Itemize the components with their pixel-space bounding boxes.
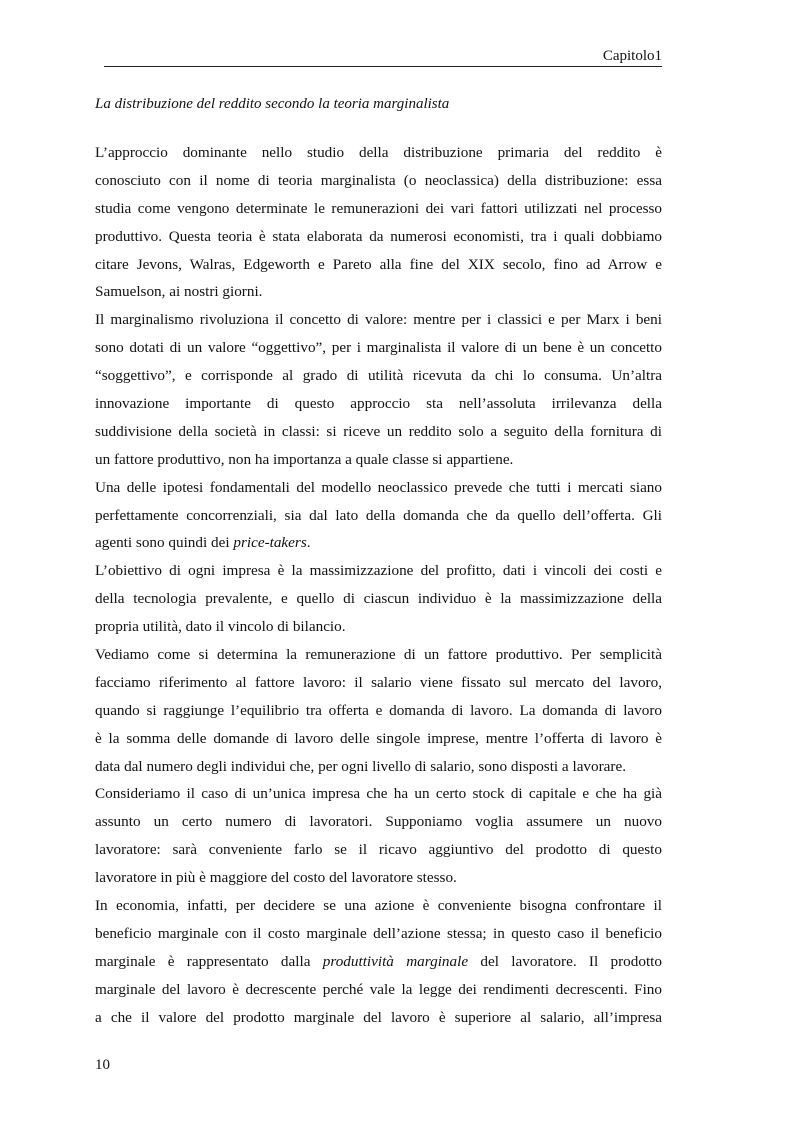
body-text (95, 139, 662, 1032)
text-segment: assunto un certo numero di lavoratori. Supponiamo voglia assumere un nuovo (95, 813, 662, 831)
text-segment: agenti sono quindi dei (95, 534, 234, 552)
page-number: 10 (95, 1057, 110, 1073)
text-line (95, 195, 662, 223)
text-line (95, 474, 662, 502)
text-segment: facciamo riferimento al fattore lavoro: il salario viene fissato sul mercato del lavoro, (95, 673, 662, 691)
text-line (95, 697, 662, 725)
text-line (95, 362, 662, 390)
text-line (95, 780, 662, 808)
text-segment: L’obiettivo di ogni impresa è la massimizzazione del profitto, dati i vincoli dei costi e (95, 562, 662, 580)
text-line (95, 808, 662, 836)
text-segment: Una delle ipotesi fondamentali del modello neoclassico prevede che tutti i mercati siano (95, 478, 662, 496)
text-segment: data dal numero degli individui che, per ogni livello di salario, sono disposti a lavorare. (95, 757, 627, 775)
chapter-label: Capitolo1 (602, 48, 662, 64)
text-segment: Consideriamo il caso di un’unica impresa che ha un certo stock di capitale e che ha già (95, 785, 662, 803)
text-line (95, 641, 662, 669)
text-line (95, 306, 662, 334)
text-segment: studia come vengono determinate le remunerazioni dei vari fattori utilizzati nel processo (95, 199, 662, 217)
text-segment: marginale del lavoro è decrescente perché vale la legge dei rendimenti decrescenti. Fino (95, 980, 662, 998)
text-segment: perfettamente concorrenziali, sia dal lato della domanda che da quello dell’offerta. Gli (95, 506, 662, 524)
text-segment: marginale è rappresentato dalla (95, 952, 323, 970)
text-line (95, 892, 662, 920)
text-segment: beneficio marginale con il costo marginale dell’azione stessa; in questo caso il beneficio (95, 924, 662, 942)
text-line (95, 502, 662, 530)
text-line (95, 139, 662, 167)
text-segment: quando si raggiunge l’equilibrio tra offerta e domanda di lavoro. La domanda di lavoro (95, 701, 662, 719)
text-line (95, 334, 662, 362)
text-line (95, 251, 662, 279)
text-line (95, 948, 662, 976)
text-segment: citare Jevons, Walras, Edgeworth e Pareto alla fine del XIX secolo, fino ad Arrow e (95, 255, 662, 273)
text-segment: a che il valore del prodotto marginale del lavoro è superiore al salario, all’impresa (95, 1008, 662, 1026)
text-line (95, 446, 662, 474)
text-line (95, 725, 662, 753)
text-segment: Il marginalismo rivoluziona il concetto di valore: mentre per i classici e per Marx i beni (95, 311, 662, 329)
text-line (95, 167, 662, 195)
text-segment: conosciuto con il nome di teoria marginalista (o neoclassica) della distribuzione: essa (95, 171, 662, 189)
text-line (95, 278, 662, 306)
text-segment: . (306, 534, 311, 552)
page-header (104, 46, 662, 67)
text-segment: è la somma delle domande di lavoro delle singole imprese, mentre l’offerta di lavoro è (95, 729, 662, 747)
text-segment: Vediamo come si determina la remunerazione di un fattore produttivo. Per semplicità (95, 646, 662, 664)
text-segment: un fattore produttivo, non ha importanza a quale classe si appartiene. (95, 450, 514, 468)
text-segment: In economia, infatti, per decidere se una azione è conveniente bisogna confrontare il (95, 897, 662, 915)
italic-term: price-takers (233, 534, 307, 552)
text-segment: innovazione importante di questo approccio sta nell’assoluta irrilevanza della (95, 395, 662, 413)
section-title: La distribuzione del reddito secondo la teoria marginalista (95, 96, 450, 112)
text-segment: suddivisione della società in classi: si riceve un reddito solo a seguito della fornitura di (95, 422, 662, 440)
text-line (95, 418, 662, 446)
text-line (95, 669, 662, 697)
text-line (95, 585, 662, 613)
text-line (95, 613, 662, 641)
text-line (95, 920, 662, 948)
text-segment: “soggettivo”, e corrisponde al grado di utilità ricevuta da chi lo consuma. Un’altra (95, 367, 662, 385)
text-line (95, 836, 662, 864)
text-line (95, 864, 662, 892)
text-line (95, 223, 662, 251)
text-line (95, 976, 662, 1004)
text-line (95, 390, 662, 418)
text-segment: sono dotati di un valore “oggettivo”, per i marginalista il valore di un bene è un concetto (95, 339, 662, 357)
text-line (95, 1004, 662, 1032)
text-segment: produttivo. Questa teoria è stata elaborata da numerosi economisti, tra i quali dobbiamo (95, 227, 662, 245)
text-segment: Samuelson, ai nostri giorni. (95, 283, 263, 301)
text-line (95, 753, 662, 781)
text-segment: lavoratore: sarà conveniente farlo se il ricavo aggiuntivo del prodotto di questo (95, 841, 662, 859)
text-segment: della tecnologia prevalente, e quello di ciascun individuo è la massimizzazione della (95, 590, 662, 608)
text-segment: propria utilità, dato il vincolo di bilancio. (95, 618, 346, 636)
text-segment: lavoratore in più è maggiore del costo del lavoratore stesso. (95, 869, 457, 887)
text-line (95, 557, 662, 585)
italic-term: produttività marginale (322, 952, 469, 970)
text-line (95, 529, 662, 557)
text-segment: del lavoratore. Il prodotto (468, 952, 662, 970)
text-segment: L’approccio dominante nello studio della distribuzione primaria del reddito è (95, 144, 662, 161)
